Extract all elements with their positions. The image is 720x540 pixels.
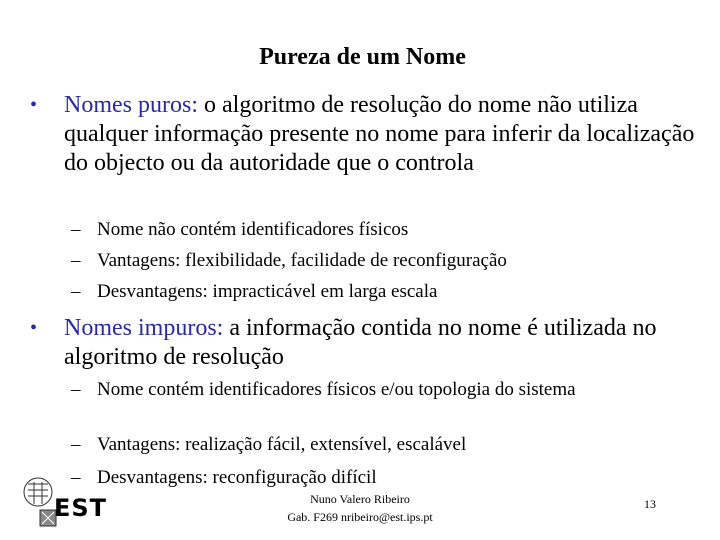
bullet-text: a informação contida no nome é utilizada no algoritmo de resolução bbox=[64, 315, 657, 370]
sub-text: Nome não contém identificadores físicos bbox=[97, 219, 409, 240]
footer-author bbox=[270, 490, 450, 526]
bullet-keyword: Nomes puros: bbox=[64, 92, 198, 118]
sub-marker: – bbox=[71, 250, 81, 271]
sub-text: Desvantagens: reconfiguração difícil bbox=[97, 467, 377, 488]
sub-marker: – bbox=[71, 434, 81, 455]
sub-marker: – bbox=[71, 379, 81, 400]
sub-marker: – bbox=[71, 219, 81, 240]
sub-text: Nome contém identificadores físicos e/ou topologia do sistema bbox=[97, 379, 576, 400]
author-contact: Gab. F269 nribeiro@est.ips.pt bbox=[287, 510, 433, 524]
sub-text: Vantagens: flexibilidade, facilidade de reconfiguração bbox=[97, 250, 507, 271]
sub-text: Desvantagens: impracticável em larga escala bbox=[97, 281, 438, 302]
sub-item bbox=[71, 379, 637, 400]
sub-marker: – bbox=[71, 467, 81, 488]
sub-text: Vantagens: realização fácil, extensível, escalável bbox=[97, 434, 467, 455]
sub-item bbox=[71, 281, 657, 302]
sub-marker: – bbox=[71, 281, 81, 302]
logo-text: EST bbox=[54, 494, 108, 522]
bullet-keyword: Nomes impuros: bbox=[64, 315, 224, 341]
bullet-nomes-puros bbox=[30, 91, 704, 178]
bullet-marker: • bbox=[30, 94, 38, 116]
author-name: Nuno Valero Ribeiro bbox=[310, 492, 410, 506]
bullet-text: o algoritmo de resolução do nome não utiliza qualquer informação presente no nome para inferir da localização do objecto ou da autoridade que o controla bbox=[64, 92, 695, 176]
page-number: 13 bbox=[644, 497, 656, 511]
sub-item bbox=[71, 250, 657, 271]
bullet-nomes-impuros bbox=[30, 314, 704, 372]
sub-item bbox=[71, 434, 657, 455]
sub-item bbox=[71, 467, 657, 488]
slide-title: Pureza de um Nome bbox=[259, 44, 466, 70]
bullet-marker: • bbox=[30, 317, 38, 339]
sub-item bbox=[71, 219, 657, 240]
